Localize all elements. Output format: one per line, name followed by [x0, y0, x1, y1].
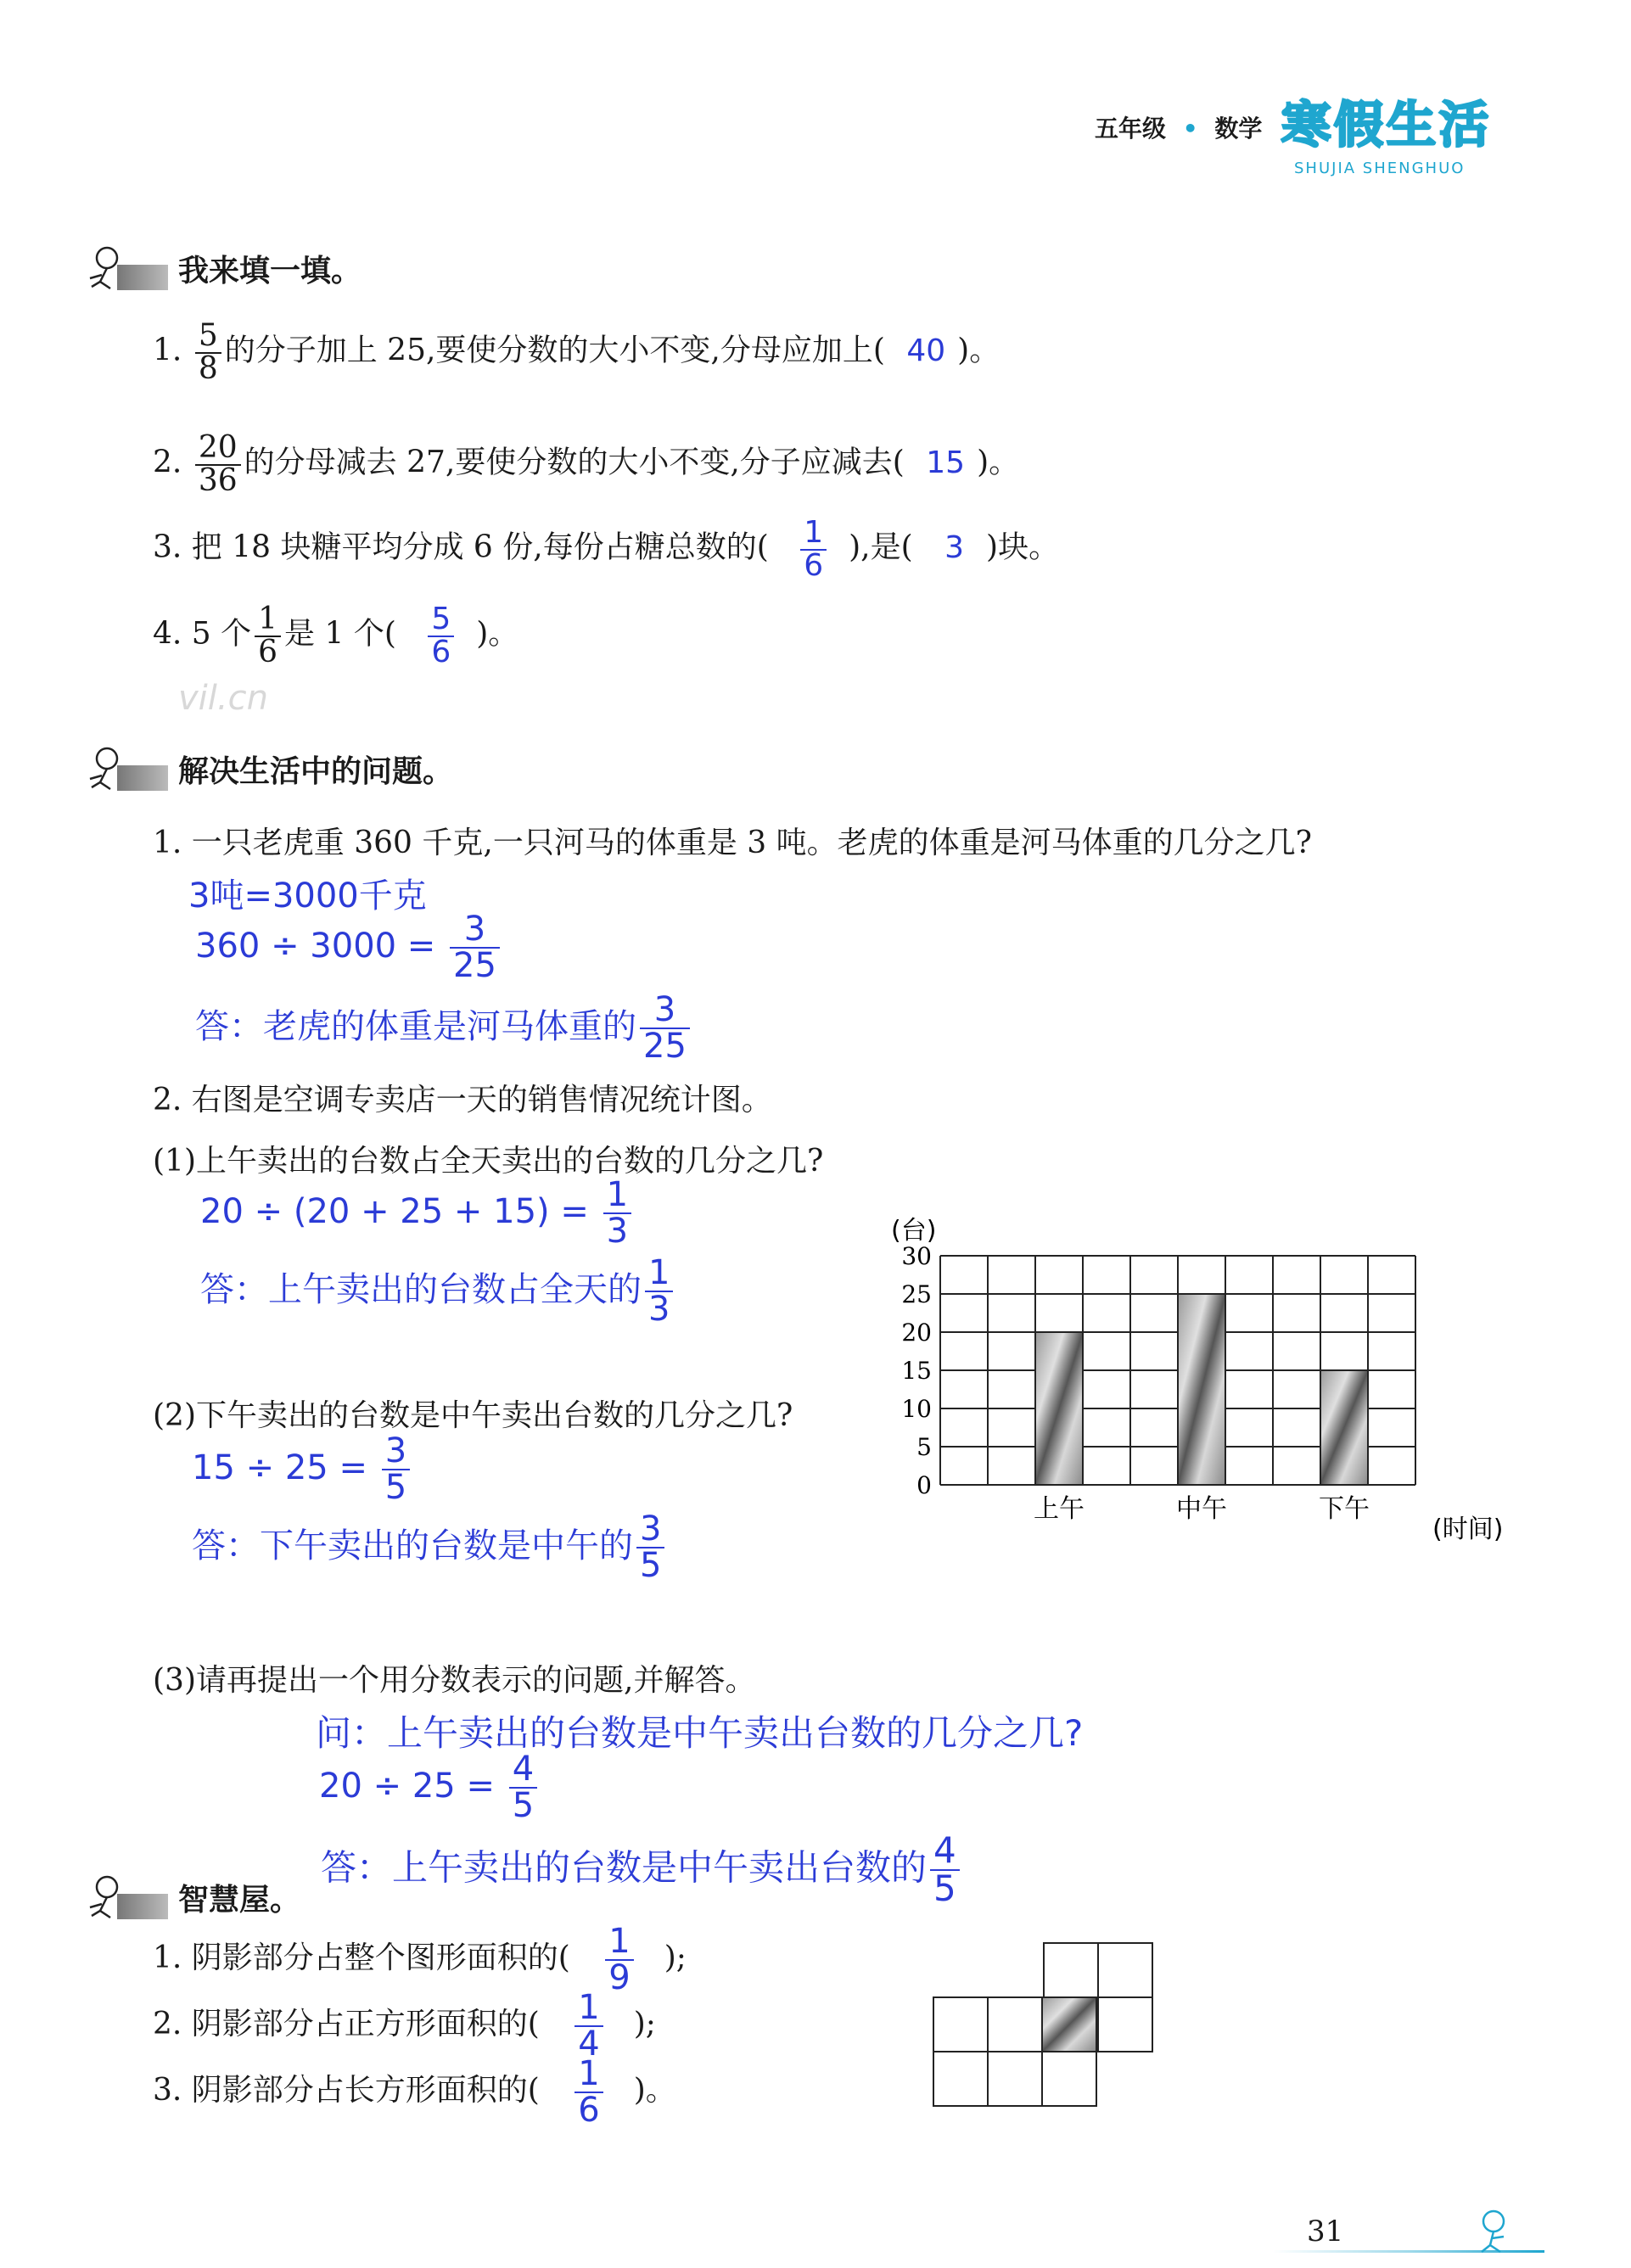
- s1-question-3: 3. 把 18 块糖平均分成 6 份,每份占糖总数的( $\frac{1}{6}$ ),是( 3 )块。: [153, 515, 1060, 583]
- grid-cell: [988, 1997, 1042, 2052]
- answer: 15: [926, 445, 966, 480]
- answer-fraction: $\frac{1}{6}$: [574, 2057, 603, 2128]
- grid-cell: [933, 1997, 988, 2052]
- section-2-header: [85, 745, 453, 792]
- fraction: $\frac{1}{6}$: [255, 604, 281, 668]
- chart-x-ticks: [1034, 1494, 1370, 1524]
- answer-fraction: $\frac{3}{25}$: [450, 912, 500, 983]
- answer-fraction: $\frac{1}{3}$: [645, 1256, 673, 1327]
- x-tick-label: 下午: [1319, 1494, 1370, 1524]
- s2-sub-2-question: (2)下午卖出的台数是中午卖出台数的几分之几?: [153, 1398, 793, 1433]
- s2-sub-2-answer: 答：下午卖出的台数是中午的 $\frac{3}{5}$: [192, 1512, 668, 1583]
- grid-cell: [933, 2052, 988, 2106]
- y-tick-label: 5: [916, 1433, 932, 1461]
- answer-fraction: $\frac{4}{5}$: [930, 1833, 960, 1907]
- answer-fraction: $\frac{1}{9}$: [605, 1924, 633, 1996]
- s2-sub-3-answer: 答：上午卖出的台数是中午卖出台数的 $\frac{4}{5}$: [321, 1833, 963, 1907]
- section-1-title: 我来填一填。: [178, 253, 362, 288]
- header-dot: •: [1182, 115, 1198, 143]
- fraction: $\frac{5}{8}$: [195, 321, 221, 384]
- chart-bars: [1035, 1294, 1368, 1485]
- s2-sub-3-ask: 问：上午卖出的台数是中午卖出台数的几分之几?: [316, 1712, 1084, 1754]
- x-tick-label: 中午: [1176, 1494, 1227, 1524]
- fraction: $\frac{20}{36}$: [195, 433, 241, 496]
- s2-problem-1-question: 1. 一只老虎重 360 千克,一只河马的体重是 3 吨。老虎的体重是河马体重的几分之几?: [153, 826, 1312, 860]
- answer: 40: [906, 333, 946, 368]
- y-tick-label: 20: [901, 1319, 932, 1347]
- header-logo: 寒假生活: [1281, 96, 1493, 154]
- s1-question-4: 4. 5 个 $\frac{1}{6}$ 是 1 个( $\frac{5}{6}$ )。: [153, 602, 519, 669]
- bar-下午: [1320, 1370, 1368, 1485]
- grid-cell: [1042, 2052, 1096, 2106]
- s2-problem-1-answer: 答：老虎的体重是河马体重的 $\frac{3}{25}$: [195, 993, 693, 1064]
- header-grade: 五年级 • 数学: [1095, 115, 1263, 143]
- s2-sub-1-question: (1)上午卖出的台数占全天卖出的台数的几分之几?: [153, 1144, 824, 1179]
- s2-problem-1-work-line1: 3吨=3000千克: [188, 876, 427, 916]
- s2-sub-3-question: (3)请再提出一个用分数表示的问题,并解答。: [153, 1663, 756, 1698]
- watermark: vil.cn: [178, 679, 268, 718]
- page-number: 31: [1307, 2215, 1344, 2248]
- s2-sub-1-answer: 答：上午卖出的台数占全天的 $\frac{1}{3}$: [200, 1256, 676, 1327]
- s2-sub-1-calc: 20 ÷ (20 + 25 + 15) = $\frac{1}{3}$: [200, 1178, 635, 1249]
- chart-y-ticks: [901, 1242, 932, 1499]
- y-tick-label: 30: [901, 1242, 932, 1270]
- answer-fraction: $\frac{1}{3}$: [603, 1178, 631, 1249]
- chart-x-axis-label: (时间): [1432, 1515, 1504, 1544]
- shaded-grid-figure: [932, 1941, 1161, 2111]
- section-3-title: 智慧屋。: [178, 1882, 301, 1918]
- answer-fraction: $\frac{4}{5}$: [509, 1752, 537, 1823]
- answer: 3: [944, 529, 965, 565]
- grid-cell: [1044, 1943, 1098, 1997]
- grid-cell: [1098, 1997, 1152, 2052]
- grid-cell: [988, 2052, 1042, 2106]
- kid-icon: [85, 244, 170, 292]
- answer-fraction: $\frac{5}{6}$: [428, 604, 454, 668]
- y-tick-label: 0: [916, 1471, 932, 1499]
- grid-cell: [1098, 1943, 1152, 1997]
- bar-上午: [1035, 1332, 1083, 1485]
- s3-question-2: 2. 阴影部分占正方形面积的( $\frac{1}{4}$ );: [153, 1988, 656, 2064]
- chart-y-axis-label: (台): [891, 1216, 937, 1246]
- bar-中午: [1178, 1294, 1225, 1485]
- kid-icon: [85, 1873, 170, 1921]
- s2-problem-2-intro: 2. 右图是空调专卖店一天的销售情况统计图。: [153, 1083, 772, 1117]
- x-tick-label: 上午: [1034, 1494, 1085, 1524]
- section-1-header: [85, 244, 362, 292]
- answer-fraction: $\frac{3}{5}$: [636, 1512, 664, 1583]
- section-3-header: [85, 1873, 300, 1921]
- y-tick-label: 10: [901, 1395, 932, 1423]
- s3-question-1: 1. 阴影部分占整个图形面积的( $\frac{1}{9}$ );: [153, 1922, 687, 1997]
- s2-sub-2-calc: 15 ÷ 25 = $\frac{3}{5}$: [192, 1434, 413, 1505]
- y-tick-label: 15: [901, 1357, 932, 1385]
- answer-fraction: $\frac{3}{25}$: [640, 993, 690, 1064]
- s1-question-2: 2. $\frac{20}{36}$ 的分母减去 27,要使分数的大小不变,分子应减去( 15 )。: [153, 430, 1020, 498]
- section-2-title: 解决生活中的问题。: [178, 753, 454, 789]
- s1-question-1: 1. $\frac{5}{8}$ 的分子加上 25,要使分数的大小不变,分母应加上( 40 )。: [153, 318, 1000, 386]
- shaded-cell: [1042, 1997, 1096, 2052]
- answer-fraction: $\frac{3}{5}$: [382, 1434, 410, 1505]
- answer-fraction: $\frac{1}{4}$: [574, 1991, 603, 2062]
- sales-bar-chart: [883, 1205, 1527, 1561]
- y-tick-label: 25: [901, 1280, 932, 1308]
- footer-kid-icon: [1468, 2206, 1527, 2257]
- header-logo-subtitle: SHUJIA SHENGHUO: [1294, 160, 1466, 177]
- s2-sub-3-calc: 20 ÷ 25 = $\frac{4}{5}$: [319, 1752, 541, 1823]
- s3-question-3: 3. 阴影部分占长方形面积的( $\frac{1}{6}$ )。: [153, 2054, 676, 2130]
- answer-fraction: $\frac{1}{6}$: [800, 518, 827, 581]
- kid-icon: [85, 745, 170, 792]
- s2-problem-1-work-line2: 360 ÷ 3000 = $\frac{3}{25}$: [195, 912, 503, 983]
